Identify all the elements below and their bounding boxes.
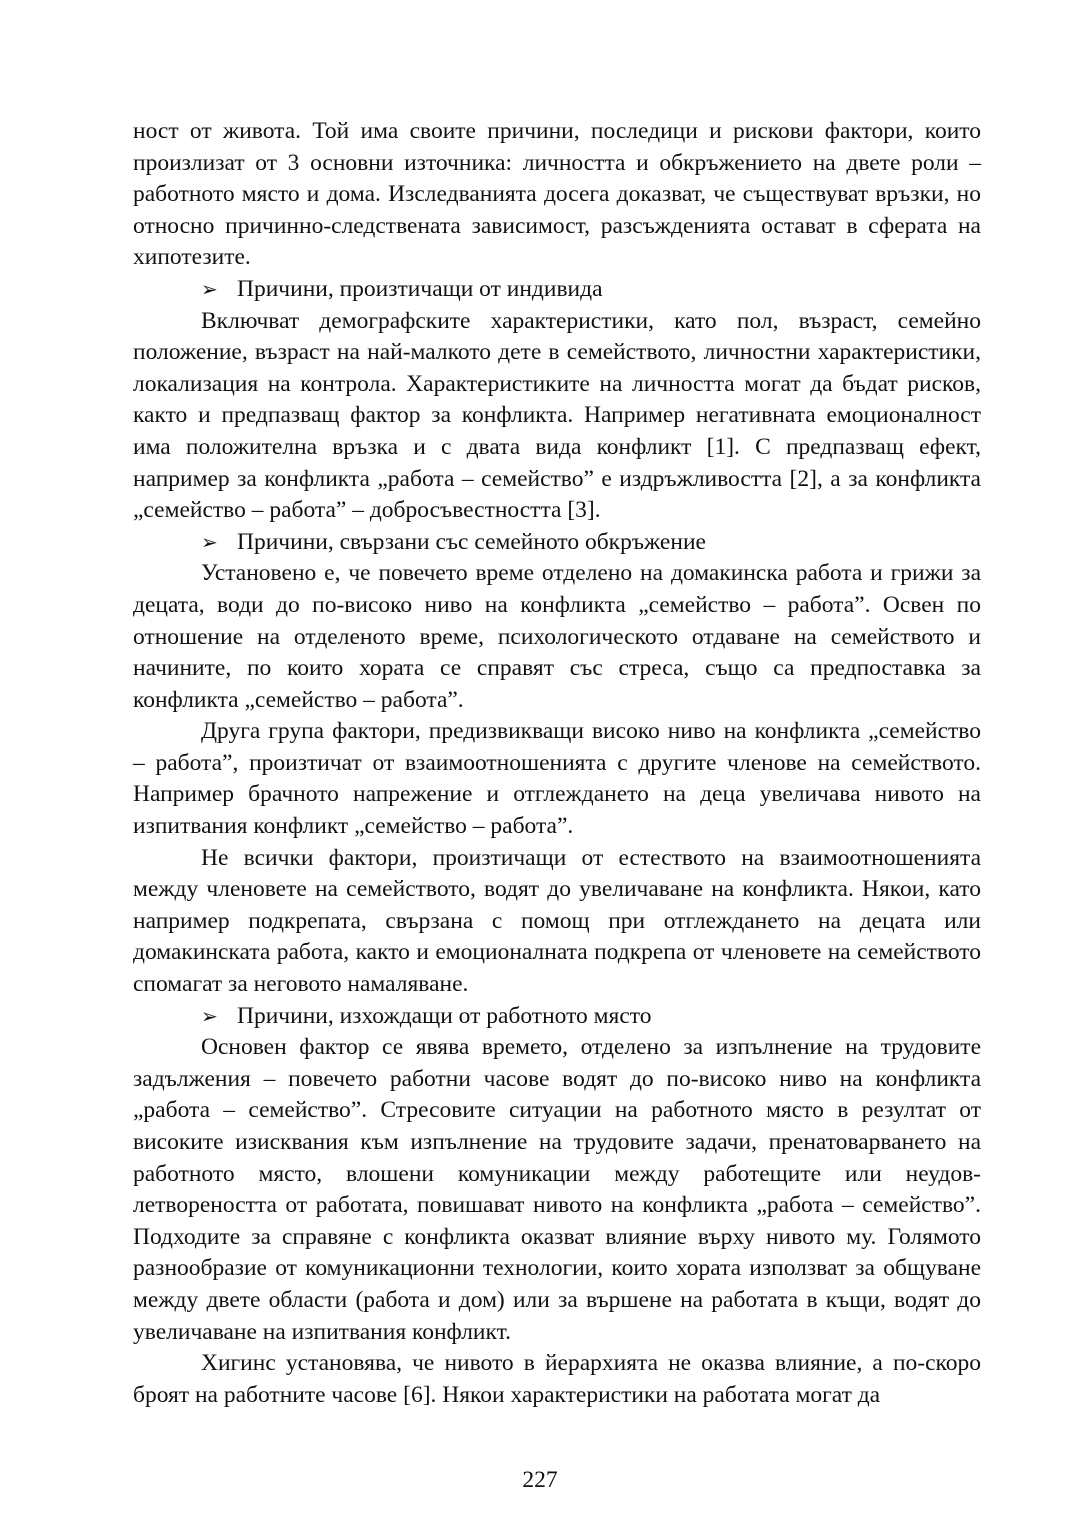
paragraph-demographics: Включват демографските характеристики, като пол, възраст, семейно положение, възраст на най-малкото дете в семейството, личностни характеристики, локализация на контрола. Характеристиките на личността могат да бъдат рисков, както и предпазващ фактор за конфликта. Например негативната емоционалност има положителна връзка и с двата вида конфликт [1]. С предпазващ ефект, например за конфликта „работа – семейство” е издръжливостта [2], а за конфликта „семейство – работа” – добросъвестността [3]. [133, 307, 981, 524]
paragraph-work-time: Основен фактор се явява времето, отделено за изпълнение на трудовите задължения – повечето работни часове водят до по-високо ниво на конфликта „работа – семейство”. Стресовите ситуации на работното място в резултат от високите изисквания към изпълнение на трудовите задачи, пренатоварването на работното място, влошени комуникации между работещите или неудовлетвореността от работата, повишават нивото на конфликта „работа – семейство”. Подходите за справяне с конфликта оказват влияние върху нивото му. Голямото разнообразие от комуникационни технологии, които хората използват за общуване между двете области (работа и дом) или за вършене на работата в къщи, водят до увеличаване на изпитвания конфликт. [133, 1034, 981, 1345]
heading-text: Причини, изхождащи от работното място [237, 1002, 652, 1029]
paragraph-support: Не всички фактори, произтичащи от естеството на взаимоотношенията между членовете на семейството, водят до увеличаване на конфликта. Някои, като например подкрепата, свързана с помощ при отглеждането на децата или домакинската работа, както и емоционалната подкрепа от членовете на семейството спомагат за неговото намаляване. [133, 844, 981, 998]
heading-family-causes [133, 527, 981, 559]
heading-text: Причини, произтичащи от индивида [237, 275, 603, 302]
heading-text: Причини, свързани със семейното обкръжение [237, 528, 706, 555]
page-body [133, 116, 981, 1411]
paragraph-intro: ност от живота. Той има своите причини, последици и рискови фактори, които произлизат от 3 основни източника: личността и обкръжението на двете роли – работното място и дома. Изследванията досега доказват, че съществуват връзки, но относно причинно-следствената зависимост, разсъжденията остават в сферата на хипотезите. [133, 118, 981, 271]
paragraph-household-time: Установено е, че повечето време отделено на домакинска работа и грижи за децата, води до по-високо ниво на конфликта „семейство – работа”. Освен по отношение на отделеното време, психологическото отдаване на семейството и начините, по които хората се справят със стреса, също са предпоставка за конфликта „семейство – работа”. [133, 560, 981, 713]
arrow-bullet-icon: ➢ [201, 529, 218, 554]
paragraph-family-relations: Друга група фактори, предизвикващи високо ниво на конфликта „семейство – работа”, произтичат от взаимоотношенията с другите членове на семейството. Например брачното напрежение и отглеждането на деца увеличава нивото на изпитвания конфликт „семейство – работа”. [133, 718, 981, 840]
arrow-bullet-icon: ➢ [201, 1003, 218, 1028]
page-number: 227 [522, 1467, 558, 1493]
heading-work-causes [133, 1001, 981, 1033]
heading-individual-causes [133, 274, 981, 306]
paragraph-higgins: Хигинс установява, че нивото в йерархията не оказва влияние, а по-скоро броят на работните часове [6]. Някои характеристики на работата могат да [133, 1350, 981, 1408]
arrow-bullet-icon: ➢ [201, 276, 218, 301]
